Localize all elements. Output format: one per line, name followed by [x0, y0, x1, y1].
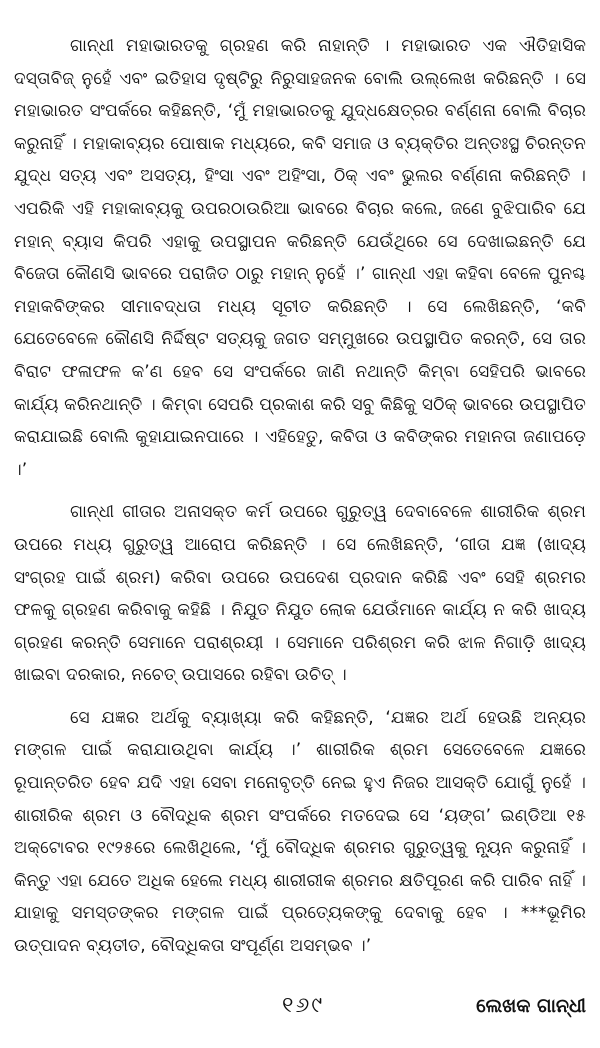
- paragraph-gita-physical-labour: ଗାନ୍ଧୀ ଗୀତାର ଅନାସକ୍ତ କର୍ମ ଉପରେ ଗୁରୁତ୍ୱ ଦେବାବେଳେ ଶାରୀରିକ ଶ୍ରମ ଉପରେ ମଧ୍ୟ ଗୁରୁତ୍ୱ ଆରୋପ କରିଛନ୍ତି । ସେ ଲେଖିଛନ୍ତି, ‘ଗୀତା ଯଜ୍ଞ (ଖାଦ୍ୟ ସଂଗ୍ରହ ପାଇଁ ଶ୍ରମ) କରିବା ଉପରେ ଉପଦେଶ ପ୍ରଦାନ କରିଛି ଏବଂ ସେହି ଶ୍ରମର ଫଳକୁ ଗ୍ରହଣ କରିବାକୁ କହିଛି । ନିଯୁତ ନିଯୁତ ଲୋକ ଯେଉଁମାନେ କାର୍ଯ୍ୟ ନ କରି ଖାଦ୍ୟ ଗ୍ରହଣ କରନ୍ତି ସେମାନେ ପରାଶ୍ରୟୀ । ସେମାନେ ପରିଶ୍ରମ କରି ଝାଳ ନିଗାଡ଼ି ଖାଦ୍ୟ ଖାଇବା ଦରକାର, ନଚେତ୍ ଉପାସରେ ରହିବା ଉଚିତ୍ ।: [14, 502, 586, 686]
- page-footer: [14, 986, 586, 1026]
- running-title: ଲେଖକ ଗାନ୍ଧୀ: [476, 995, 586, 1017]
- paragraph-yajna-meaning: ସେ ଯଜ୍ଞର ଅର୍ଥକୁ ବ୍ୟାଖ୍ୟା କରି କହିଛନ୍ତି, ‘ଯଜ୍ଞର ଅର୍ଥ ହେଉଛି ଅନ୍ୟର ମଙ୍ଗଳ ପାଇଁ କରାଯାଉଥିବା କାର୍ଯ୍ୟ ।’ ଶାରୀରିକ ଶ୍ରମ ସେତେବେଳେ ଯଜ୍ଞରେ ରୂପାନ୍ତରିତ ହେବ ଯଦି ଏହା ସେବା ମନୋବୃତ୍ତି ନେଇ ହୁଏ ନିଜର ଆସକ୍ତି ଯୋଗୁଁ ନୁହେଁ । ଶାରୀରିକ ଶ୍ରମ ଓ ବୌଦ୍ଧିକ ଶ୍ରମ ସଂପର୍କରେ ମତଦେଇ ସେ ‘ୟଙ୍ଗ’ ଇଣ୍ଡିଆ ୧୫ ଅକ୍ଟୋବର ୧୯୨୫ରେ ଲେଖିଥିଲେ, ‘ମୁଁ ବୌଦ୍ଧିକ ଶ୍ରମର ଗୁରୁତ୍ୱକୁ ନ୍ୟୂନ କରୁନାହିଁ । କିନ୍ତୁ ଏହା ଯେତେ ଅଧିକ ହେଲେ ମଧ୍ୟ ଶାରୀରୀକ ଶ୍ରମର କ୍ଷତିପୂରଣ କରି ପାରିବ ନାହିଁ । ଯାହାକୁ ସମସ୍ତଙ୍କର ମଙ୍ଗଳ ପାଇଁ ପ୍ରତ୍ୟେକଙ୍କୁ ଦେବାକୁ ହେବ । ***ଭୂମିର ଉତ୍ପାଦନ ବ୍ୟତୀତ, ବୌଦ୍ଧିକତା ସଂପୂର୍ଣ୍ଣ ଅସମ୍ଭବ ।’: [14, 707, 586, 957]
- page-number: ୧୬୯: [282, 993, 325, 1018]
- paragraph-mahabharata: ଗାନ୍ଧୀ ମହାଭାରତକୁ ଗ୍ରହଣ କରି ନାହାନ୍ତି । ମହାଭାରତ ଏକ ଐତିହାସିକ ଦସ୍ତାବିଜ୍ ନୁହେଁ ଏବଂ ଇତିହାସ ଦୃଷ୍ଟିରୁ ନିରୁସାହଜନକ ବୋଲି ଉଲ୍ଲେଖ କରିଛନ୍ତି । ସେ ମହାଭାରତ ସଂପର୍କରେ କହିଛନ୍ତି, ‘ମୁଁ ମହାଭାରତକୁ ଯୁଦ୍ଧକ୍ଷେତ୍ରର ବର୍ଣ୍ଣନା ବୋଲି ବିଚାର କରୁନାହିଁ । ମହାକାବ୍ୟର ପୋଷାକ ମଧ୍ୟରେ, କବି ସମାଜ ଓ ବ୍ୟକ୍ତିର ଅନ୍ତଃସ୍ଥ ଚିରନ୍ତନ ଯୁଦ୍ଧ ସତ୍ୟ ଏବଂ ଅସତ୍ୟ, ହିଂସା ଏବଂ ଅହିଂସା, ଠିକ୍ ଏବଂ ଭୁଲର ବର୍ଣ୍ଣନା କରିଛନ୍ତି । ଏପରିକି ଏହି ମହାକାବ୍ୟକୁ ଉପରଠାଉରିଆ ଭାବରେ ବିଚାର କଲେ, ଜଣେ ବୁଝିପାରିବ ଯେ ମହାନ୍ ବ୍ୟାସ କିପରି ଏହାକୁ ଉପସ୍ଥାପନ କରିଛନ୍ତି ଯେଉଁଥିରେ ସେ ଦେଖାଇଛନ୍ତି ଯେ ବିଜେତା କୌଣସି ଭାବରେ ପରାଜିତ ଠାରୁ ମହାନ୍ ନୁହେଁ ।’ ଗାନ୍ଧୀ ଏହା କହିବା ବେଳେ ପୁନଶ୍ଚ ମହାକବିଙ୍କର ସୀମାବଦ୍ଧତା ମଧ୍ୟ ସୂଚୀତ କରିଛନ୍ତି । ସେ ଲେଖିଛନ୍ତି, ‘କବି ଯେତେବେଳେ କୌଣସି ନିର୍ଦ୍ଦିଷ୍ଟ ସତ୍ୟକୁ ଜଗତ ସମ୍ମୁଖରେ ଉପସ୍ଥାପିତ କରନ୍ତି, ସେ ତାର ବିରାଟ ଫଳାଫଳ କ’ଣ ହେବ ସେ ସଂପର୍କରେ ଜାଣି ନଥାନ୍ତି କିମ୍ବା ସେହିପରି ଭାବରେ କାର୍ଯ୍ୟ କରିନଥାନ୍ତି । କିମ୍ବା ସେପରି ପ୍ରକାଶ କରି ସବୁ କିଛିକୁ ସଠିକ୍ ଭାବରେ ଉପସ୍ଥାପିତ କରାଯାଇଛି ବୋଲି କୁହାଯାଇନପାରେ । ଏହିହେତୁ, କବିତା ଓ କବିଙ୍କର ମହାନତା ଜଣାପଡ଼େ ।’: [14, 36, 586, 480]
- page-body: [14, 30, 586, 963]
